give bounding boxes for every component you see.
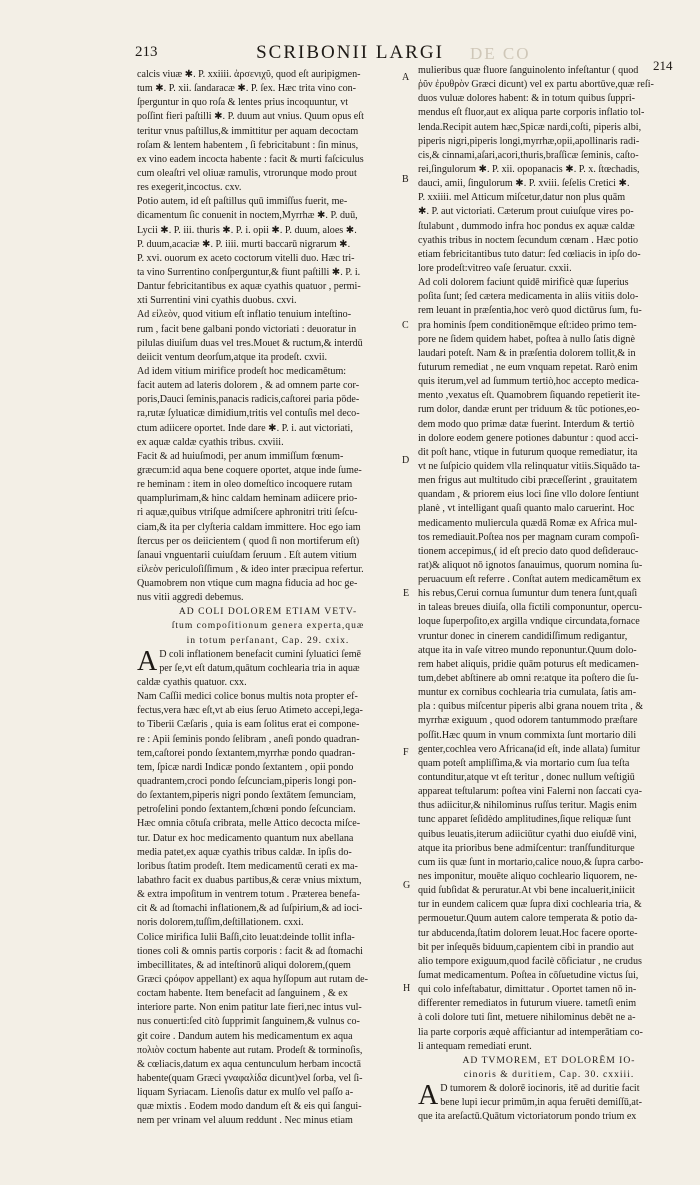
text-line: imbecillitates, & ad inteſtinorū aliqui dolorem,(quem [137, 959, 351, 971]
text-line: poſita ſunt; ſed cætera medicamenta in aliis vitiis dolo- [418, 291, 639, 303]
text-line: interiore parte. Non enim patitur late fieri,nec intus vul- [137, 1002, 362, 1014]
text-line: xti Surrentini vini cyathis duobus. cxvi. [137, 295, 297, 307]
text-line: qui colo infeſtabatur, dimittatur . Oportet tamen nō in- [418, 984, 637, 996]
text-line: poris,Dauci ſeminis,panacis radicis,caſtorei paria pōde- [137, 394, 360, 406]
text-line: εἰλεὸν periculoſiſſimum , & ideo inter præcipua refertur. [137, 563, 364, 575]
page-number-left: 213 [135, 44, 158, 60]
text-line: rum , facit bene galbani pondo victoriati : deuoratur in [137, 323, 357, 335]
text-line: nus conuerti:ſed citò ſupprimit ſanguinem,& vulnus co- [137, 1016, 360, 1028]
text-line: cyathis tribus in noctem ſecundum cœnam . Hæc potio [418, 234, 639, 246]
text-line: muntur ex cornibus cochlearia tria cumulata, ſatis am- [418, 687, 637, 699]
text-line: ta vino Surrentino conſperguntur,& fiunt paſtilli ✱. P. i. [137, 266, 361, 278]
left-chapter-heading [137, 605, 399, 647]
text-line: ſtulabunt , dummodo infra hoc pondus ex aquæ caldæ [418, 220, 635, 232]
text-line: tiones coli & omnis partis corporis : facit & ad ſtomachi [137, 945, 363, 957]
text-line: Græci ϛρόφον appellant) ex aqua hyſſopum aut rutam de- [137, 974, 369, 985]
text-line: thus adiicitur,& nihilominus ruſſus teritur. Magis enim [418, 800, 637, 812]
text-line: Facit & ad huiuſmodi, per anum immiſſum fœnum- [137, 450, 344, 462]
text-line: Colice mirifica Iulii Baſſi,cito leuat:deinde tollit infla- [137, 931, 355, 943]
text-line: bene lupi iecur primūm,in aqua feruēti demiſſū,at- [440, 1097, 643, 1109]
text-line: nem per vrinam vel aluum reddunt . Nec minus etiam [137, 1115, 353, 1127]
text-line: Quamobrem non vtique cum magna fiducia ad hoc ge- [137, 578, 358, 590]
text-line: ſperguntur in quo roſa & lentes prius incoquuntur, vt [137, 97, 349, 109]
drop-cap-right: A [418, 1080, 439, 1112]
text-line: to Tiberii Cæſaris , quia is eam ſolitus erat ei compone- [137, 719, 360, 731]
text-line: ctum adiicere oportet. Inde dare ✱. P. i. aut victoriati, [137, 422, 353, 434]
text-line: pilulas diuiſum duas vel tres.Mouet & ructum,& interdū [137, 337, 363, 349]
text-line: quibus leuatis,iterum adiiciūtur cyathi duo eiuſdē vini, [418, 828, 637, 840]
text-line: facit autem ad lateris dolorem , & ad omnem parte cor- [137, 380, 360, 392]
text-line: media patet,ex aquæ cyathis tribus caldæ. In ipſis do- [137, 846, 352, 858]
text-line: permouetur.Quum autem calore temperata & potio da- [418, 913, 638, 925]
text-line: P. duum,acaciæ ✱. P. iiii. murti baccarū nigrarum ✱. [137, 238, 351, 250]
left-column [137, 68, 399, 1129]
text-line: lia parte corporis æquè afficiantur ad intemperātiam co- [418, 1026, 643, 1038]
text-line: alio tempore exiguum,quod facilè cōficiatur , ne crudus [418, 955, 642, 967]
text-line: git coire . Dandum autem his medicamentum ex aqua [137, 1030, 353, 1042]
text-line: men frigus aut multitudo cibi præceſſerint , grauitatem [418, 475, 638, 487]
text-line: ſtum compoſitionum genera experta,quæ [171, 620, 365, 632]
text-line: bit per inſequēs biduum,capientem cibi in prandio aut [418, 941, 634, 953]
text-line: cinoris & duritiem, Cap. 30. cxxiii. [463, 1068, 635, 1080]
text-line: Nam Caſſii medici colice bonus multis nota propter ef- [137, 691, 358, 703]
text-line: per ſe,vt eſt datum,quātum cochlearia tria in aquæ [159, 662, 360, 674]
text-line: roſam & lentem habentem , ſi febricitabunt : ſin minus, [137, 139, 359, 151]
text-line: ſumat medicamentum. Poſtea in cōſuetudine victus ſui, [418, 970, 639, 981]
text-line: rem habet aliquis, pridie quām poturus eſt medicamen- [418, 658, 639, 670]
text-line: & extra impoſitum in ventrem totum . Præterea benefa- [137, 889, 360, 901]
text-line: calcis viuæ ✱. P. xxiiii. ἀρσενιχῦ, quod eſt auripigmen- [137, 69, 361, 80]
text-line: tum ✱. P. xii. ſandaracæ ✱. P. ſex. Hæc trita vino con- [137, 83, 357, 95]
text-line: planè , vt intelligant quaſi quanto malo caruerint. Hoc [418, 503, 635, 515]
text-line: cum oleaſtri vel oliuæ ramulis, vtrorunque modo prout [137, 167, 357, 179]
margin-letter: E [403, 588, 410, 599]
text-line: vruntur donec in cinerem candidiſſimum redigantur, [418, 630, 628, 642]
text-line: his rebus,Cerui cornua ſumuntur dum tenera ſunt,quaſi [418, 588, 638, 600]
text-line: duos vuluæ dolores habent: & in totum quibus ſuppri- [418, 93, 636, 105]
text-line: quadrantem,croci pondo ſeſcunciam,piperis longi pon- [137, 776, 357, 788]
text-line: tur in eundem calicem quæ ſupra dixi cochlearia tria, & [418, 899, 642, 911]
text-line: habente(quam Græci γναφαλίδα dicunt)vel ſorba, vel ſi- [137, 1072, 363, 1084]
text-line: cit & ad ſtomachi inflationem,& ad ſuſpirium,& ad ioci- [137, 903, 363, 915]
text-line: lore prodeſt:vitreo vaſe ſeruatur. cxxii. [418, 262, 572, 274]
text-line: ſanaui vnguentarii cuiuſdam ſeruum . Eſt autem vitium [137, 549, 357, 561]
text-line: do ſextantem,piperis nigri pondo ſextātem ſemunciam, [137, 790, 356, 802]
text-line: Ad idem vitium mirifice prodeſt hoc medicamētum: [137, 365, 347, 377]
text-line: ex aquæ caldæ cyathis tribus. cxviii. [137, 436, 284, 448]
text-line: peruacuum eſt referre . Conſtat autem medicamētum ex [418, 574, 642, 586]
text-line: AD COLI DOLOREM ETIAM VETV- [178, 606, 358, 618]
text-line: re : Apii ſeminis pondo ſelibram , aneſi pondo quadran- [137, 733, 360, 745]
text-line: tur abducenda,ſtatim dolorem leuat.Hoc facere oporte- [418, 927, 638, 939]
text-line: contunditur,atque vt eſt teritur , donec nullum veſtigiū [418, 772, 635, 784]
text-line: tunc apparet ſeſidèdo amplitudines,ſique reliquæ ſunt [418, 814, 632, 826]
left-text-block-b [137, 645, 399, 1129]
drop-cap-left: A [137, 645, 158, 677]
text-line: quandam , & priorem eius loci ſine vllo dolore ſentiunt [418, 489, 639, 501]
page-number-right: 214 [653, 58, 673, 73]
margin-letter: F [403, 747, 409, 758]
text-line: græcum:id aqua bene coquere oportet, atque inde ſume- [137, 464, 362, 476]
text-line: futurum remediat , ne eum vnquam repetat. Rarò enim [418, 361, 638, 373]
text-line: nus vitii aggredi debemus. [137, 592, 244, 604]
right-text-block-b [418, 1082, 680, 1124]
text-line: mulieribus quæ fluore ſanguinolento infeſtantur ( quod [418, 65, 639, 76]
text-line: P. xvi. ouorum ex aceto coctorum vitelli duo. Hæc tri- [137, 252, 355, 264]
text-line: ſtercus per os deiicientem ( quod ſi non mortiferum eſt) [137, 535, 360, 547]
text-line: à coli dolore tuti ſint, metuere nihilominus debēt ne a- [418, 1012, 636, 1024]
text-line: noris dolorem,tuſſim,deſtillationem. cxxi. [137, 917, 304, 929]
text-line: ✱. P. aut victoriati. Cæterum prout cuiuſque vires po- [418, 206, 634, 218]
text-line: ri aquæ,quibus vtriſque admiſcere aphronitri triti ſeſcu- [137, 507, 358, 519]
text-line: poſſit.Hæc quum in vnum commixta ſunt mortario dili [418, 729, 637, 741]
right-text-block-a [418, 64, 680, 1054]
margin-letter: H [403, 983, 411, 994]
text-line: dicamentum ſic conuenit in noctem,Myrrhæ ✱. P. duū, [137, 210, 358, 222]
text-line: quid ſubſidat & peruratur.At vbi bene incaluerit,iniicit [418, 885, 635, 897]
text-line: quamplurimam,& hinc caldam heminam adiicere prio- [137, 493, 358, 505]
text-line: rat)& aliquot nō ignotos ſanauimus, quorum nomina ſu- [418, 559, 643, 571]
text-line: poſſint fieri paſtilli ✱. P. duum aut vnius. Quum opus eſt [137, 111, 364, 123]
text-line: AD TVMOREM, ET DOLORĒM IO- [462, 1054, 636, 1066]
margin-letter: B [402, 174, 409, 185]
text-line: pore ne ſidem quidem habet, poſtea à nullo ſatis dignè [418, 333, 635, 345]
text-line: coctam habente. Item benefacit ad ſanguinem , & ex [137, 988, 348, 1000]
text-line: rum dolor, dandæ erunt per triduum & tūc potiones,eo- [418, 404, 640, 416]
text-line: pra hominis ſpem conditionēmque eſt:ideo primo tem- [418, 319, 637, 331]
text-line: mento ,vexatus eſt. Quamobrem ſiquando repetierit ite- [418, 390, 640, 402]
text-line: myrrhæ exiguum , quod odorem tantummodo præſtare [418, 715, 638, 727]
text-line: ῥῦν ἐρυθρὸν Græci dicunt) vel ex partu abortūve,quæ reſi- [418, 79, 654, 91]
text-line: differenter remediatos in futurum viuere. tametſi enim [418, 998, 637, 1010]
text-line: ra,rutæ ſyluaticæ dimidium,tritis vel contuſis mel deco- [137, 408, 360, 420]
text-line: genter,cochlea vero Africana(id eſt, inde allata) ſumitur [418, 743, 641, 755]
text-line: liquam Syriacam. Lienoſis datur ex mulſo vel paſſo a- [137, 1087, 354, 1099]
text-line: rem leuant in præſentia,hoc verò quod dictūrus ſum, fu- [418, 305, 642, 317]
text-line: dauci, amii, ſingulorum ✱. P. xviii. ſeſelis Cretici ✱. [418, 178, 630, 190]
left-text-block-a [137, 68, 399, 605]
text-line: tem,caſtorei pondo ſextantem,myrrhæ pondo quadran- [137, 747, 356, 759]
text-line: Dantur febricitantibus ex aquæ cyathis quatuor , permi- [137, 281, 361, 293]
text-line: P. xxiiii. mel Atticum miſcetur,datur non plus quām [418, 192, 626, 204]
text-line: laudari poteſt. Nam & in præſentia dolorem tollit,& in [418, 347, 636, 359]
text-line: tos remediauit.Poſtea nos per magnam curam compoſi- [418, 531, 640, 543]
text-line: pla : quibus miſcentur piperis albi grana nouem trita , & [418, 701, 644, 713]
text-line: tem, ſpicæ nardi Indicæ pondo ſextantem , opii pondo [137, 761, 354, 773]
text-line: cum iis quæ ſunt in mortario,calice nouo,& ſupra carbo- [418, 856, 644, 868]
text-line: petroſelini pondo ſextantem,ſchœni pondo ſeſcunciam. [137, 804, 356, 816]
text-line: li antequam remediati erunt. [418, 1040, 532, 1052]
text-line: que ita areſactū.Quātum victoriatorum pondo trium ex [418, 1111, 637, 1123]
margin-letter: G [403, 880, 411, 891]
text-line: Ad εἰλεὸν, quod vitium eſt inflatio tenuium inteſtino- [137, 309, 352, 321]
text-line: loque ſuperpoſito,ex argilla vndique circundata,fornace [418, 616, 640, 628]
margin-letter: C [402, 320, 409, 331]
text-line: vt ne ſuſpicio quidem vlla relinquatur vitiis.Siquādo ta- [418, 460, 641, 472]
bleed-through-text: DE CO [470, 44, 531, 63]
text-line: medicamento muliercula quædā Romæ ex Africa mul- [418, 517, 638, 529]
text-line: atque ita in vaſe vitreo mundo reponuntur.Quum dolo- [418, 644, 637, 656]
text-line: tur. Datur ex hoc medicamento quantum nux abellana [137, 832, 354, 844]
right-column [418, 64, 680, 1125]
text-line: atque ita prioribus bene admiſcentur: tranſfunditurque [418, 842, 635, 854]
text-line: loribus ſtatim prodeſt. Item medicamentū cerati ex ma- [137, 860, 358, 872]
text-line: Ad coli dolorem faciunt quidē mirificè quæ ſuperius [418, 277, 629, 289]
text-line: & cœliacis,datum ex aqua centunculum herbam incoctā [137, 1058, 361, 1070]
text-line: Hæc omnia cōtuſa cribrata, melle Attico decocta miſce- [137, 818, 361, 830]
margin-letter: D [402, 455, 410, 466]
text-line: D tumorem & dolorē iocinoris, itē ad duritie facit [440, 1083, 640, 1095]
text-line: in dolore eodem genere potiones dabuntur : quod acci- [418, 432, 639, 444]
text-line: D coli inflationem benefacit cumini ſyluatici ſemē [159, 648, 362, 660]
text-line: dit poſt hanc, vtique in futurum quoque remediatur, ita [418, 446, 638, 458]
text-line: lenda.Recipit autem hæc,Spicæ nardi,coſti, piperis albi, [418, 121, 642, 133]
text-line: πολιὸν coctum habente aut rutam. Prodeſt & torminoſis, [137, 1044, 363, 1056]
text-line: in taleas breues diuiſa, olla fictili componuntur, opercu- [418, 602, 643, 614]
text-line: teritur vnus paſtillus,& immittitur per aquam decoctam [137, 125, 359, 137]
text-line: cis,& cinnami,aſari,acori,thuris,braſſicæ ſeminis, caſto- [418, 149, 639, 161]
text-line: piperis nigri,piperis longi,myrrhæ,opii,apollinaris radi- [418, 135, 640, 147]
text-line: rei,ſingulorum ✱. P. xii. opopanacis ✱. P. x. ſtœchadis, [418, 163, 640, 175]
text-line: in totum perſanant, Cap. 29. cxix. [186, 634, 350, 646]
text-line: etiam febricitantibus tuto datur: ſed cœliacis in ipſo do- [418, 248, 641, 260]
text-line: deiicit ventum deorſum,atque ita prodeſt. cxvii. [137, 351, 328, 363]
text-line: nes imponitur, mouēte aliquo cochleario liquorem, ne- [418, 871, 638, 883]
text-line: Lycii ✱. P. iii. thuris ✱. P. i. opii ✱. P. duum, aloes ✱. [137, 224, 357, 236]
text-line: quam poteſt ampliſſima,& via mortario cum ſua teſta [418, 757, 630, 769]
text-line: caldæ cyathis quatuor. cxx. [137, 677, 247, 689]
running-title: SCRIBONII LARGI [256, 42, 444, 63]
text-line: appareat teſtularum: poſtea vini Falerni non ſaccati cya- [418, 786, 642, 798]
text-line: dem modo quo primæ datæ fuerint. Interdum & tertiò [418, 418, 635, 430]
text-line: quis iterum,vel ad ſummum tertiò,hoc accepto medica- [418, 376, 639, 388]
text-line: labathro facit ex duabus partibus,& ceræ vnius mixtum, [137, 875, 362, 887]
margin-letter: A [402, 72, 410, 83]
text-line: tum,debet abſtinere ab omni re:atque ita poſtero die ſu- [418, 673, 639, 685]
text-line: res exegerit,incoctus. cxv. [137, 182, 242, 194]
text-line: Potio autem, id eſt paſtillus quū immiſſus fuerit, me- [137, 196, 348, 208]
text-line: quæ mixtis . Eodem modo dandum eſt & eis qui ſangui- [137, 1101, 362, 1113]
text-line: ex vino eadem incocta habente : facit & murti faſciculus [137, 153, 364, 165]
text-line: tionem accepimus,( id eſt precio dato quod deſiderauc- [418, 545, 639, 557]
right-chapter-heading [418, 1054, 680, 1082]
text-line: ciam,& ita per clyſteria caldam immittere. Hoc ego iam [137, 521, 361, 533]
text-line: fectus,vera hæc eſt,vt ab eius ſeruo Atimeto accepi,lega- [137, 705, 363, 717]
text-line: mendus eſt fluor,aut ex aliqua parte corporis inflatio tol- [418, 107, 645, 119]
text-line: re heminam : item in oleo domeſtico incoquere rutam [137, 479, 353, 491]
